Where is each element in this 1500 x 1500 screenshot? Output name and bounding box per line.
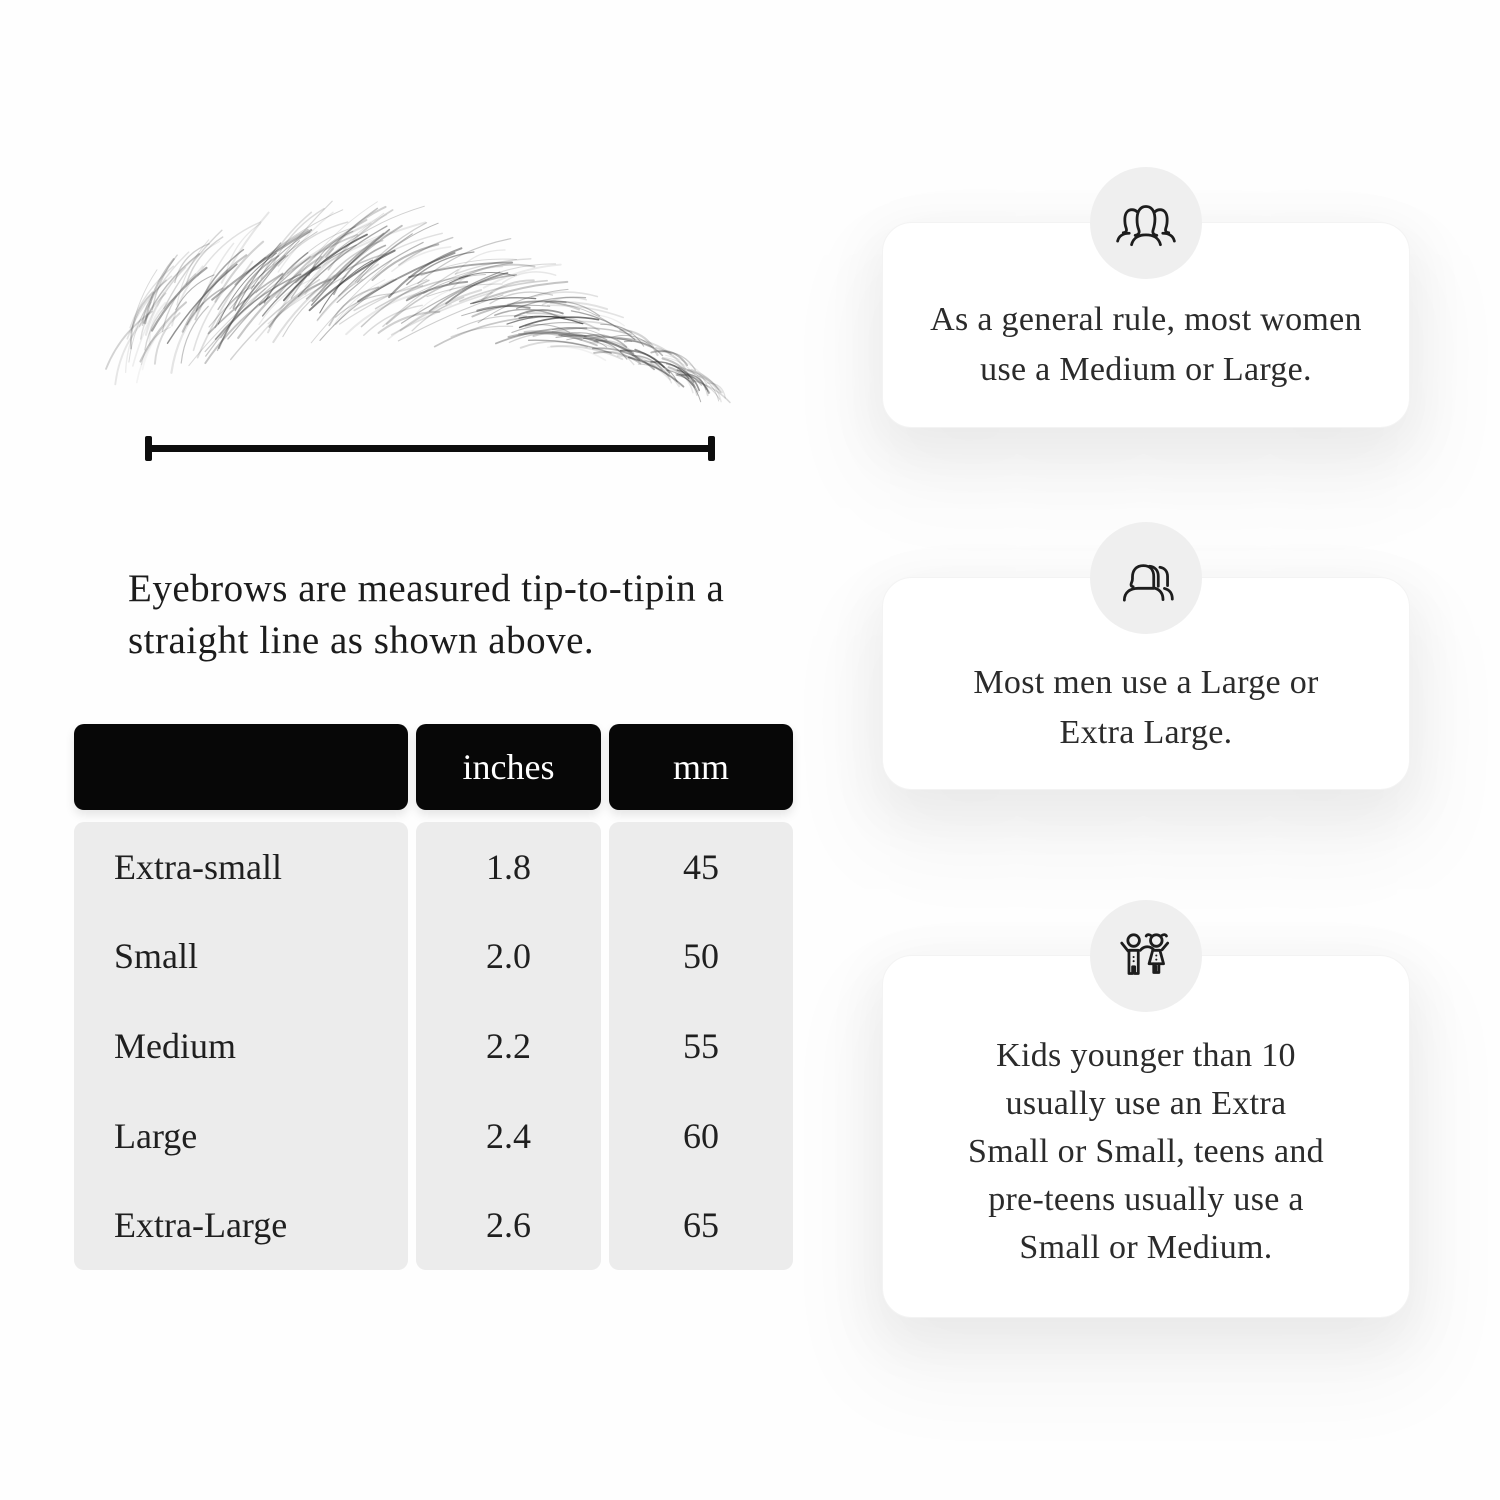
header-cell-size <box>74 724 408 810</box>
advice-line: Most men use a Large or <box>973 664 1319 701</box>
inches-value: 2.2 <box>486 1025 531 1066</box>
size-label: Extra-Large <box>114 1205 288 1246</box>
inches-value: 2.4 <box>486 1115 531 1156</box>
mm-value: 65 <box>683 1205 719 1246</box>
header-cell-inches: inches <box>416 724 601 810</box>
advice-card-men <box>882 577 1410 790</box>
advice-card-kids <box>882 955 1410 1318</box>
inches-value: 2.0 <box>486 936 531 977</box>
kids-icon <box>1113 928 1179 984</box>
mm-value: 60 <box>683 1115 719 1156</box>
advice-line: use a Medium or Large. <box>980 351 1312 388</box>
advice-line: Extra Large. <box>1059 714 1233 751</box>
icon-circle <box>1090 522 1202 634</box>
measurement-line-left-cap <box>145 436 152 461</box>
advice-card-women <box>882 222 1410 428</box>
size-label: Large <box>114 1115 198 1156</box>
mm-value: 45 <box>683 846 719 887</box>
size-label: Extra-small <box>114 846 282 887</box>
mm-value: 55 <box>683 1025 719 1066</box>
advice-line: Kids younger than 10 <box>996 1037 1296 1074</box>
mm-value: 50 <box>683 936 719 977</box>
size-label: Medium <box>114 1025 236 1066</box>
size-table-body <box>74 822 793 1270</box>
inches-value: 1.8 <box>486 846 531 887</box>
advice-line: usually use an Extra <box>1005 1085 1287 1122</box>
measurement-caption <box>128 563 768 667</box>
size-table-label-column <box>74 822 408 1270</box>
eyebrow-illustration <box>115 240 735 410</box>
measurement-line <box>147 445 713 452</box>
size-table <box>74 724 793 1270</box>
women-group-icon <box>1113 195 1179 251</box>
advice-line: Small or Small, teens and <box>968 1133 1324 1170</box>
size-table-mm-column <box>609 822 793 1270</box>
men-group-icon <box>1113 550 1179 606</box>
header-cell-mm: mm <box>609 724 793 810</box>
caption-line-2: in a straight line as shown above. <box>128 567 725 662</box>
icon-circle <box>1090 900 1202 1012</box>
size-label: Small <box>114 936 199 977</box>
size-table-header <box>74 724 793 810</box>
advice-line: Small or Medium. <box>1019 1229 1273 1266</box>
icon-circle <box>1090 167 1202 279</box>
size-table-inches-column <box>416 822 601 1270</box>
advice-line: As a general rule, most women <box>930 301 1362 338</box>
caption-line-1: Eyebrows are measured tip-to-tip <box>128 567 665 610</box>
advice-line: pre-teens usually use a <box>988 1181 1304 1218</box>
inches-value: 2.6 <box>486 1205 531 1246</box>
measurement-line-right-cap <box>708 436 715 461</box>
